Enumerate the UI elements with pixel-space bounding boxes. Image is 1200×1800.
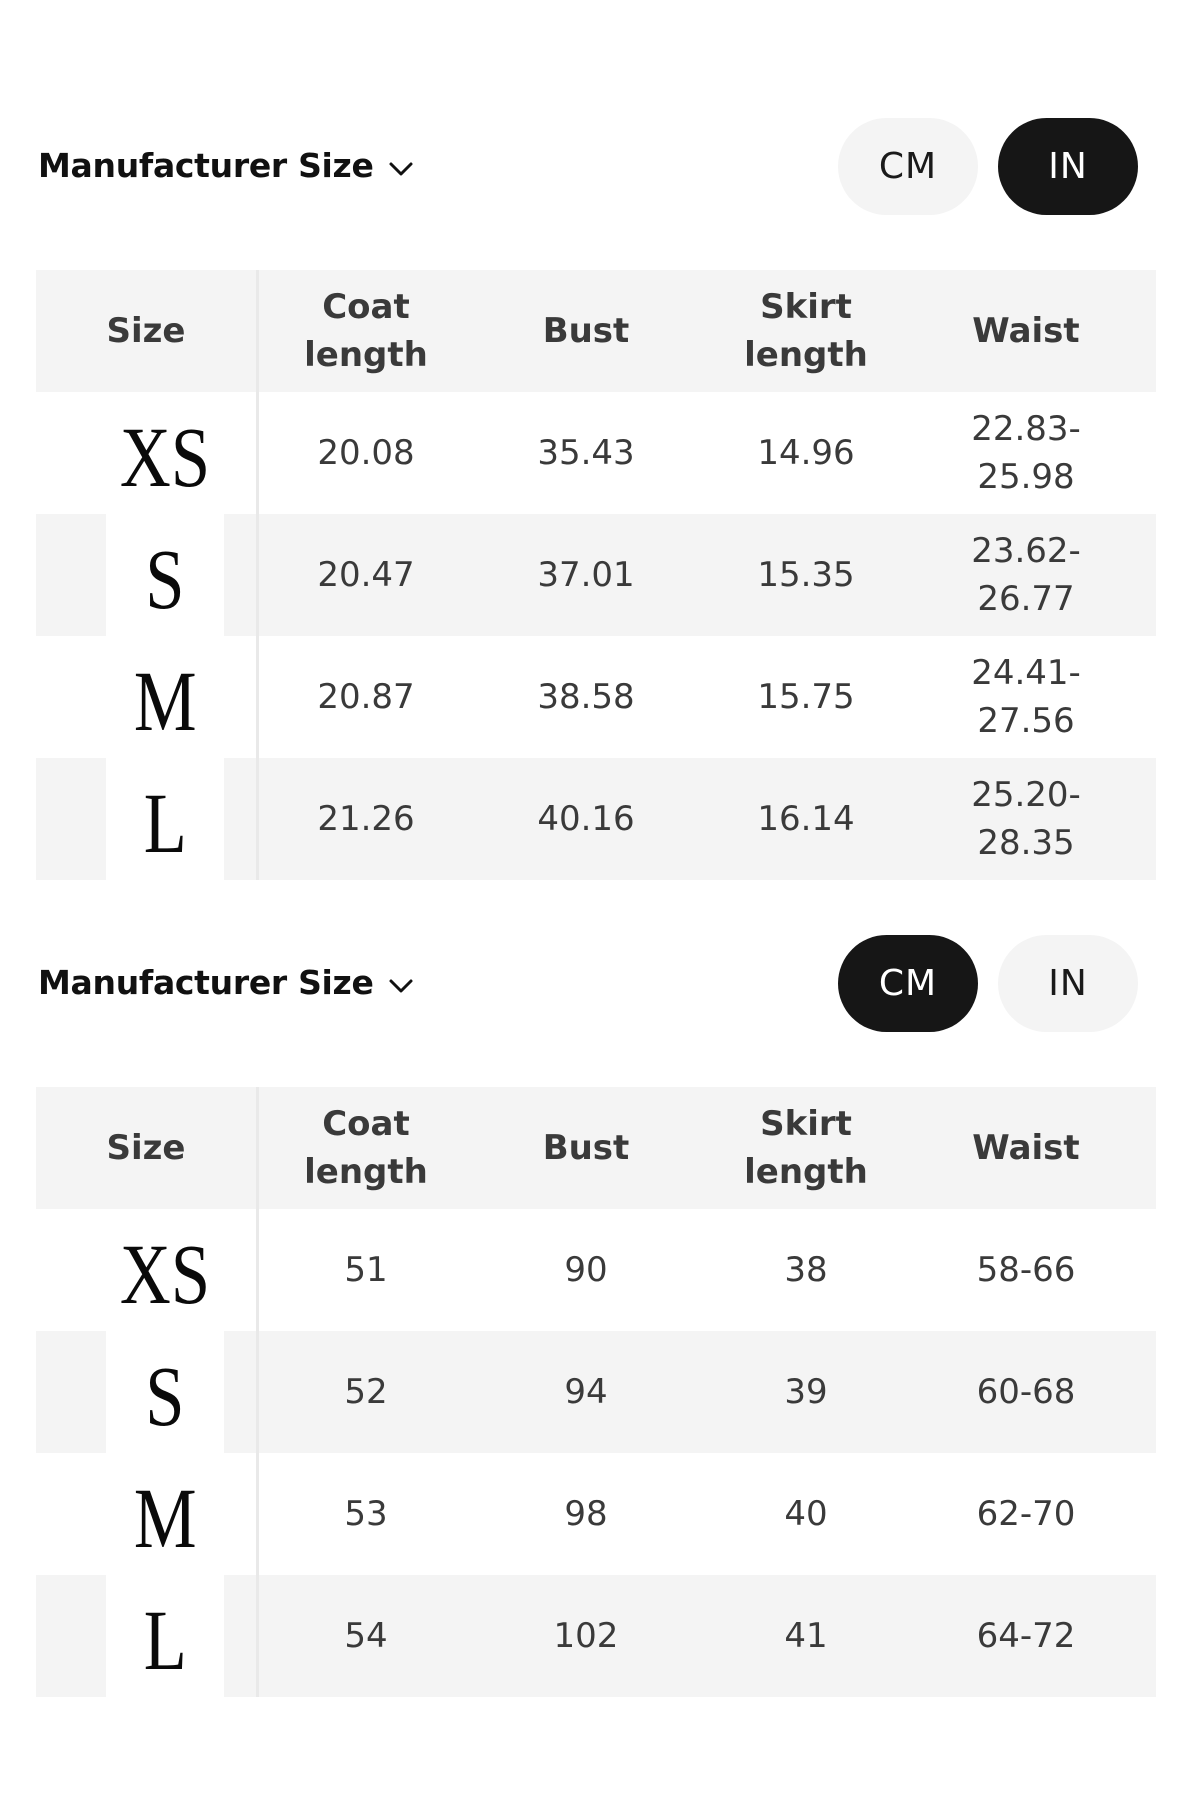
skirt-length-cell: 14.96 [757,433,855,473]
unit-toggle [838,935,1138,1032]
size-label: L [143,1592,187,1688]
header-bust: Bust [542,311,630,351]
column-divider [256,1209,259,1331]
waist-cell: 60-68 [976,1372,1076,1412]
size-cell [36,1575,256,1697]
coat-length-cell: 21.26 [317,799,415,839]
bust-cell: 98 [564,1494,608,1534]
table-header-row [36,1087,1156,1209]
skirt-length-cell: 39 [784,1372,828,1412]
bust-cell: 37.01 [537,555,635,595]
size-cell [36,1453,256,1575]
column-divider [256,636,259,758]
size-label: S [145,1348,185,1444]
skirt-length-cell: 40 [784,1494,828,1534]
coat-length-cell: 20.08 [317,433,415,473]
waist-cell: 58-66 [976,1250,1076,1290]
waist-cell: 64-72 [976,1616,1076,1656]
size-cell [36,392,256,514]
table-row [36,392,1156,514]
size-label: XS [119,409,211,505]
table-header-row [36,270,1156,392]
coat-length-cell: 53 [344,1494,388,1534]
coat-length-cell: 20.47 [317,555,415,595]
bust-cell: 40.16 [537,799,635,839]
column-divider [256,1331,259,1453]
size-label: S [145,531,185,627]
skirt-length-cell: 16.14 [757,799,855,839]
skirt-length-cell: 15.75 [757,677,855,717]
column-divider [256,1087,259,1209]
size-label-box [106,1575,224,1697]
size-table [36,1087,1156,1697]
unit-in-button[interactable]: IN [998,935,1138,1032]
chevron-down-icon [388,161,414,177]
table-row [36,1575,1156,1697]
size-label-box [106,392,224,514]
waist-cell: 24.41- 27.56 [971,653,1081,741]
column-divider [256,758,259,880]
header-waist: Waist [972,311,1080,351]
size-label-box [106,1453,224,1575]
coat-length-cell: 20.87 [317,677,415,717]
header-skirt-length: Skirt length [744,1104,868,1192]
header-coat-length: Coat length [304,1104,428,1192]
size-label-box [106,758,224,880]
table-row [36,758,1156,880]
size-cell [36,636,256,758]
column-divider [256,270,259,392]
bust-cell: 94 [564,1372,608,1412]
size-label: L [143,775,187,871]
size-label: M [133,1470,197,1566]
bust-cell: 102 [553,1616,619,1656]
size-chart-header [38,118,1138,216]
size-label-box [106,1331,224,1453]
size-label: M [133,653,197,749]
section-title: Manufacturer Size [38,146,374,185]
unit-cm-button[interactable]: CM [838,935,978,1032]
size-label-box [106,514,224,636]
coat-length-cell: 54 [344,1616,388,1656]
table-row [36,1453,1156,1575]
unit-in-button[interactable]: IN [998,118,1138,215]
skirt-length-cell: 41 [784,1616,828,1656]
unit-toggle [838,118,1138,215]
header-coat-length: Coat length [304,287,428,375]
coat-length-cell: 51 [344,1250,388,1290]
table-row [36,1331,1156,1453]
waist-cell: 23.62- 26.77 [971,531,1081,619]
column-divider [256,392,259,514]
section-title: Manufacturer Size [38,963,374,1002]
table-row [36,514,1156,636]
manufacturer-size-dropdown[interactable] [38,146,414,185]
bust-cell: 90 [564,1250,608,1290]
size-label-box [106,636,224,758]
header-size: Size [106,1128,186,1168]
bust-cell: 38.58 [537,677,635,717]
size-cell [36,1331,256,1453]
waist-cell: 62-70 [976,1494,1076,1534]
bust-cell: 35.43 [537,433,635,473]
manufacturer-size-dropdown[interactable] [38,963,414,1002]
waist-cell: 22.83- 25.98 [971,409,1081,497]
waist-cell: 25.20- 28.35 [971,775,1081,863]
header-skirt-length: Skirt length [744,287,868,375]
header-bust: Bust [542,1128,630,1168]
size-chart-header [38,935,1138,1033]
table-row [36,1209,1156,1331]
table-row [36,636,1156,758]
header-waist: Waist [972,1128,1080,1168]
size-cell [36,1209,256,1331]
coat-length-cell: 52 [344,1372,388,1412]
size-cell [36,758,256,880]
skirt-length-cell: 15.35 [757,555,855,595]
column-divider [256,1575,259,1697]
chevron-down-icon [388,978,414,994]
header-size: Size [106,311,186,351]
size-table [36,270,1156,880]
size-label-box [106,1209,224,1331]
size-cell [36,514,256,636]
size-label: XS [119,1226,211,1322]
unit-cm-button[interactable]: CM [838,118,978,215]
skirt-length-cell: 38 [784,1250,828,1290]
column-divider [256,514,259,636]
column-divider [256,1453,259,1575]
